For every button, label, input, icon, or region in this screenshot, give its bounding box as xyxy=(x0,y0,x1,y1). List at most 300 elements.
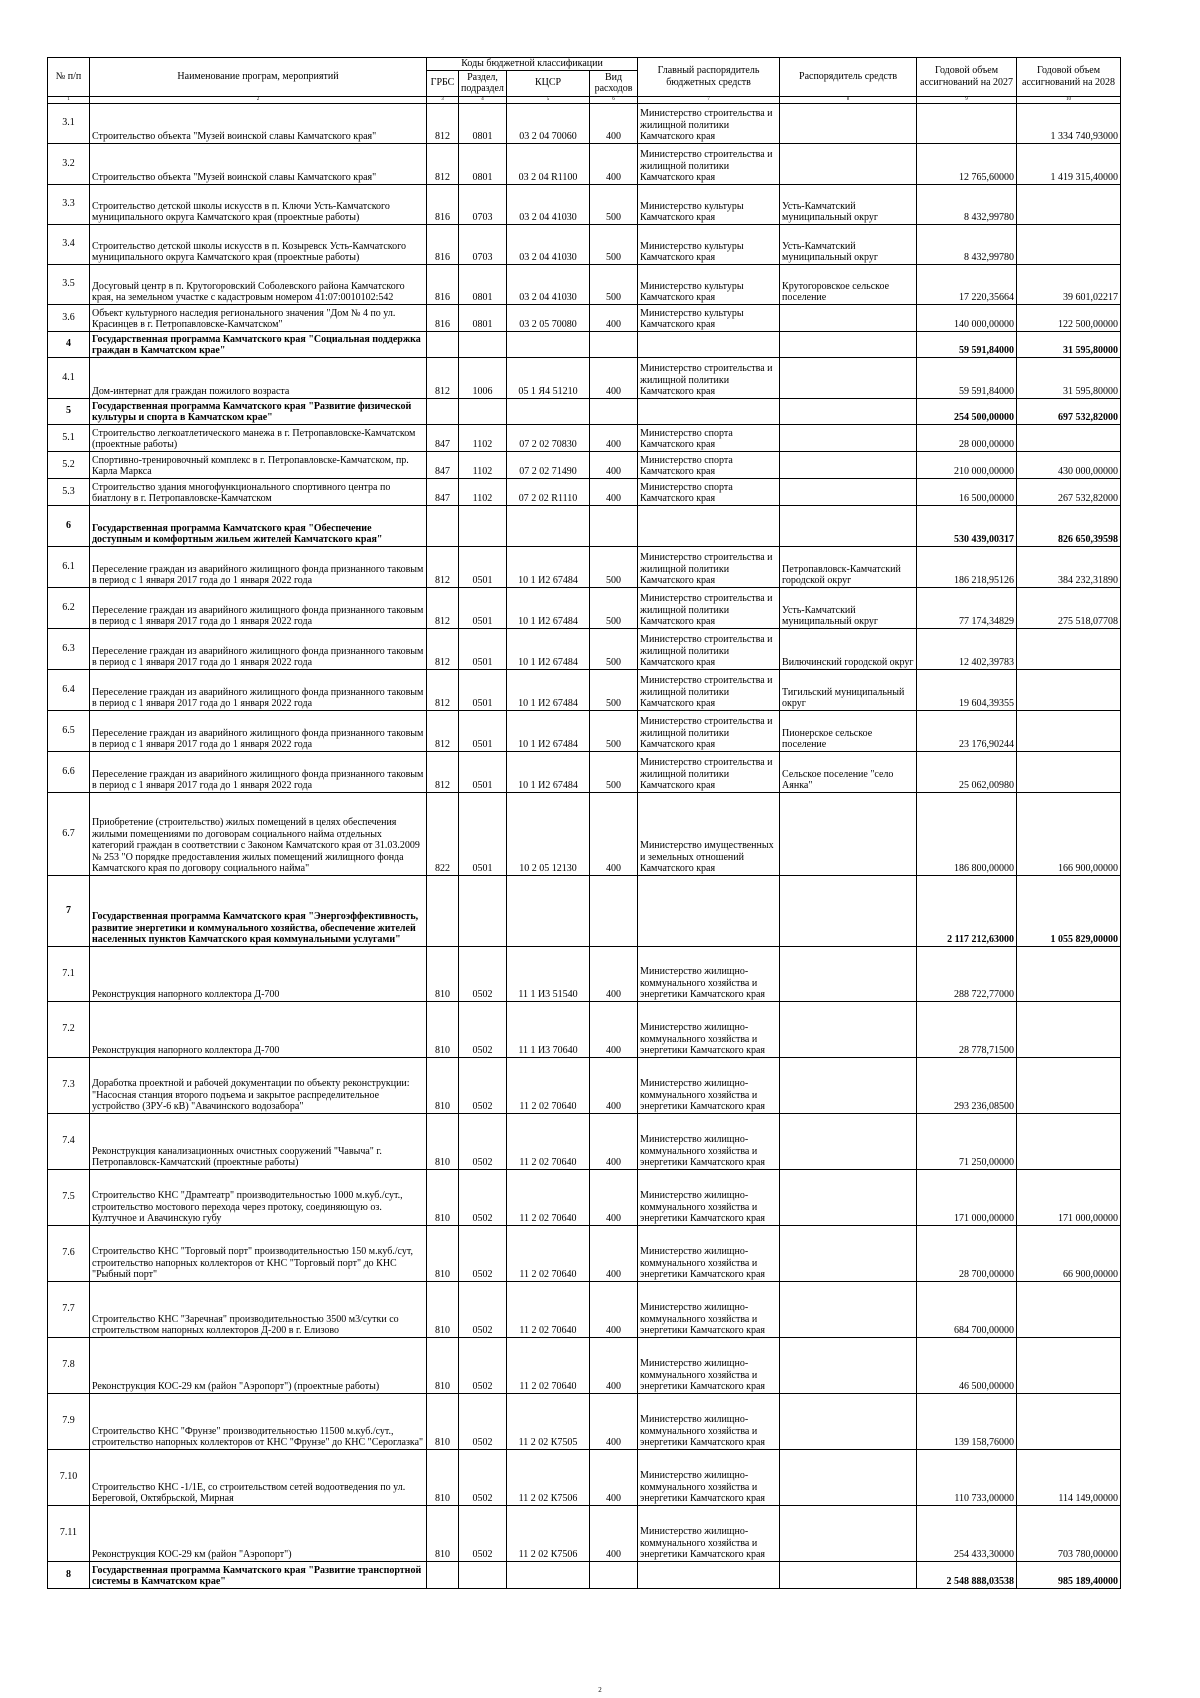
table-row xyxy=(48,451,1121,478)
row-razdel: 1102 xyxy=(459,451,507,478)
row-distributor xyxy=(780,1281,917,1337)
row-main-distributor: Министерство жилищно-коммунального хозяйства и энергетики Камчатского края xyxy=(638,1449,780,1505)
header-vid: Вид расходов xyxy=(590,70,638,96)
row-vid: 500 xyxy=(590,546,638,587)
row-razdel: 0801 xyxy=(459,103,507,143)
column-number: 5 xyxy=(507,96,590,103)
budget-table xyxy=(47,57,1121,1589)
row-kcsr xyxy=(507,1561,590,1588)
row-vid: 400 xyxy=(590,1337,638,1393)
row-distributor xyxy=(780,1561,917,1588)
row-name: Переселение граждан из аварийного жилищного фонда признанного таковым в период с 1 января 2017 года до 1 января 2022 года xyxy=(90,628,427,669)
row-amount-2028: 703 780,00000 xyxy=(1017,1505,1121,1561)
row-kcsr: 10 1 И2 67484 xyxy=(507,669,590,710)
row-razdel: 0502 xyxy=(459,1169,507,1225)
row-main-distributor: Министерство жилищно-коммунального хозяйства и энергетики Камчатского края xyxy=(638,1505,780,1561)
row-amount-2028: 985 189,40000 xyxy=(1017,1561,1121,1588)
row-kcsr: 11 2 02 70640 xyxy=(507,1169,590,1225)
row-distributor xyxy=(780,398,917,424)
row-distributor xyxy=(780,451,917,478)
row-grbs: 847 xyxy=(427,478,459,505)
row-razdel: 1006 xyxy=(459,357,507,398)
row-name: Государственная программа Камчатского края "Социальная поддержка граждан в Камчатском крае" xyxy=(90,331,427,357)
column-number: 9 xyxy=(917,96,1017,103)
row-name: Строительство здания многофункционального спортивного центра по биатлону в г. Петропавловске-Камчатском xyxy=(90,478,427,505)
row-razdel: 0502 xyxy=(459,1393,507,1449)
row-name: Переселение граждан из аварийного жилищного фонда признанного таковым в период с 1 января 2017 года до 1 января 2022 года xyxy=(90,710,427,751)
row-number: 5 xyxy=(48,398,90,424)
row-number: 3.6 xyxy=(48,304,90,331)
row-kcsr: 11 1 И3 70640 xyxy=(507,1001,590,1057)
row-grbs: 810 xyxy=(427,1001,459,1057)
row-razdel: 0502 xyxy=(459,1225,507,1281)
row-razdel xyxy=(459,331,507,357)
row-number: 6.1 xyxy=(48,546,90,587)
row-razdel: 0502 xyxy=(459,1281,507,1337)
row-kcsr xyxy=(507,505,590,546)
row-razdel: 0801 xyxy=(459,143,507,184)
header-codes-group: Коды бюджетной классификации xyxy=(427,58,638,71)
row-distributor: Сельское поселение "село Аянка" xyxy=(780,751,917,792)
row-distributor xyxy=(780,1057,917,1113)
row-amount-2028 xyxy=(1017,1113,1121,1169)
row-vid: 400 xyxy=(590,103,638,143)
row-kcsr: 11 2 02 К7505 xyxy=(507,1393,590,1449)
row-razdel: 0501 xyxy=(459,710,507,751)
row-distributor xyxy=(780,505,917,546)
row-amount-2027: 110 733,00000 xyxy=(917,1449,1017,1505)
row-grbs: 810 xyxy=(427,1225,459,1281)
row-razdel: 0703 xyxy=(459,184,507,224)
header-main-distributor: Главный распорядитель бюджетных средств xyxy=(638,58,780,97)
row-distributor xyxy=(780,331,917,357)
row-vid xyxy=(590,505,638,546)
row-number: 6.7 xyxy=(48,792,90,875)
row-main-distributor: Министерство культуры Камчатского края xyxy=(638,224,780,264)
row-number: 7.9 xyxy=(48,1393,90,1449)
row-number: 3.4 xyxy=(48,224,90,264)
row-kcsr xyxy=(507,875,590,946)
row-razdel: 0502 xyxy=(459,946,507,1001)
row-razdel: 0502 xyxy=(459,1001,507,1057)
row-distributor xyxy=(780,103,917,143)
table-row xyxy=(48,1281,1121,1337)
row-kcsr: 11 2 02 К7506 xyxy=(507,1449,590,1505)
row-name: Строительство легкоатлетического манежа в г. Петропавловске-Камчатском (проектные работы) xyxy=(90,424,427,451)
row-number: 7.2 xyxy=(48,1001,90,1057)
table-body xyxy=(48,103,1121,1588)
row-razdel: 0501 xyxy=(459,792,507,875)
row-kcsr: 10 2 05 12130 xyxy=(507,792,590,875)
row-grbs: 812 xyxy=(427,143,459,184)
row-kcsr: 10 1 И2 67484 xyxy=(507,587,590,628)
row-distributor: Крутогоровское сельское поселение xyxy=(780,264,917,304)
table-row xyxy=(48,1505,1121,1561)
row-distributor xyxy=(780,875,917,946)
column-number: 1 xyxy=(48,96,90,103)
row-main-distributor: Министерство строительства и жилищной политики Камчатского края xyxy=(638,103,780,143)
row-grbs: 810 xyxy=(427,1337,459,1393)
row-vid xyxy=(590,331,638,357)
row-name: Строительство КНС "Фрунзе" производительностью 11500 м.куб./сут., строительство напорных коллекторов от КНС "Фрунзе" до КНС "Сероглазка" xyxy=(90,1393,427,1449)
row-number: 6 xyxy=(48,505,90,546)
row-name: Строительство объекта "Музей воинской славы Камчатского края" xyxy=(90,103,427,143)
row-grbs: 810 xyxy=(427,1393,459,1449)
row-vid: 400 xyxy=(590,304,638,331)
row-razdel: 0502 xyxy=(459,1337,507,1393)
row-grbs: 816 xyxy=(427,264,459,304)
row-razdel xyxy=(459,398,507,424)
row-razdel xyxy=(459,505,507,546)
row-amount-2028: 114 149,00000 xyxy=(1017,1449,1121,1505)
row-vid: 500 xyxy=(590,710,638,751)
row-amount-2028 xyxy=(1017,669,1121,710)
column-number: 6 xyxy=(590,96,638,103)
row-main-distributor: Министерство культуры Камчатского края xyxy=(638,264,780,304)
row-main-distributor: Министерство строительства и жилищной политики Камчатского края xyxy=(638,710,780,751)
row-amount-2027: 28 000,00000 xyxy=(917,424,1017,451)
row-name: Приобретение (строительство) жилых помещений в целях обеспечения жилыми помещениями по договорам социального найма отдельных категорий граждан в соответствии с Законом Камчатского края от 31.03.2009 № 253 "О порядке предоставления жилых помещений жилищного фонда Камчатского края по договору социального найма" xyxy=(90,792,427,875)
column-number: 2 xyxy=(90,96,427,103)
row-name: Объект культурного наследия регионального значения "Дом № 4 по ул. Красинцев в г. Петропавловске-Камчатском" xyxy=(90,304,427,331)
row-vid: 500 xyxy=(590,224,638,264)
row-amount-2027: 59 591,84000 xyxy=(917,331,1017,357)
row-grbs xyxy=(427,875,459,946)
row-kcsr: 10 1 И2 67484 xyxy=(507,628,590,669)
row-number: 7.6 xyxy=(48,1225,90,1281)
row-distributor: Тигильский муниципальный округ xyxy=(780,669,917,710)
row-main-distributor: Министерство строительства и жилищной политики Камчатского края xyxy=(638,143,780,184)
row-razdel: 0703 xyxy=(459,224,507,264)
row-distributor: Усть-Камчатский муниципальный округ xyxy=(780,587,917,628)
row-grbs xyxy=(427,331,459,357)
row-amount-2028: 697 532,82000 xyxy=(1017,398,1121,424)
row-grbs: 810 xyxy=(427,1505,459,1561)
row-main-distributor: Министерство строительства и жилищной политики Камчатского края xyxy=(638,751,780,792)
row-amount-2028: 267 532,82000 xyxy=(1017,478,1121,505)
row-kcsr: 11 2 02 70640 xyxy=(507,1057,590,1113)
row-grbs: 812 xyxy=(427,587,459,628)
row-number: 6.6 xyxy=(48,751,90,792)
row-amount-2028 xyxy=(1017,710,1121,751)
table-row xyxy=(48,143,1121,184)
column-number: 7 xyxy=(638,96,780,103)
row-vid: 500 xyxy=(590,587,638,628)
row-distributor xyxy=(780,357,917,398)
table-row xyxy=(48,304,1121,331)
table-row xyxy=(48,751,1121,792)
row-number: 7.3 xyxy=(48,1057,90,1113)
row-vid: 400 xyxy=(590,143,638,184)
row-number: 4 xyxy=(48,331,90,357)
row-razdel: 0801 xyxy=(459,264,507,304)
row-main-distributor: Министерство жилищно-коммунального хозяйства и энергетики Камчатского края xyxy=(638,1281,780,1337)
row-name: Государственная программа Камчатского края "Энергоэффективность, развитие энергетики и коммунального хозяйства, обеспечение жителей населенных пунктов Камчатского края коммунальными услугами" xyxy=(90,875,427,946)
row-name: Государственная программа Камчатского края "Развитие физической культуры и спорта в Камчатском крае" xyxy=(90,398,427,424)
row-amount-2027: 71 250,00000 xyxy=(917,1113,1017,1169)
row-name: Строительство объекта "Музей воинской славы Камчатского края" xyxy=(90,143,427,184)
row-amount-2027: 530 439,00317 xyxy=(917,505,1017,546)
row-vid: 400 xyxy=(590,478,638,505)
row-amount-2028: 1 419 315,40000 xyxy=(1017,143,1121,184)
table-row xyxy=(48,1561,1121,1588)
row-vid: 500 xyxy=(590,628,638,669)
table-row xyxy=(48,357,1121,398)
row-grbs: 812 xyxy=(427,751,459,792)
row-razdel: 0501 xyxy=(459,587,507,628)
row-amount-2027: 2 117 212,63000 xyxy=(917,875,1017,946)
row-vid: 400 xyxy=(590,1001,638,1057)
row-vid: 400 xyxy=(590,1449,638,1505)
row-amount-2027: 254 433,30000 xyxy=(917,1505,1017,1561)
row-amount-2027: 8 432,99780 xyxy=(917,224,1017,264)
row-amount-2027: 25 062,00980 xyxy=(917,751,1017,792)
row-kcsr: 11 1 И3 51540 xyxy=(507,946,590,1001)
column-numbers-row xyxy=(48,96,1121,103)
row-name: Реконструкция напорного коллектора Д-700 xyxy=(90,1001,427,1057)
table-row xyxy=(48,1113,1121,1169)
row-kcsr: 03 2 04 R1100 xyxy=(507,143,590,184)
row-kcsr: 03 2 04 41030 xyxy=(507,264,590,304)
table-row xyxy=(48,946,1121,1001)
row-amount-2027: 8 432,99780 xyxy=(917,184,1017,224)
row-vid: 400 xyxy=(590,424,638,451)
row-name: Спортивно-тренировочный комплекс в г. Петропавловске-Камчатском, пр. Карла Маркса xyxy=(90,451,427,478)
row-amount-2028: 1 334 740,93000 xyxy=(1017,103,1121,143)
row-razdel: 0502 xyxy=(459,1449,507,1505)
row-main-distributor: Министерство спорта Камчатского края xyxy=(638,451,780,478)
row-amount-2028 xyxy=(1017,1393,1121,1449)
row-distributor xyxy=(780,1505,917,1561)
table-row xyxy=(48,792,1121,875)
row-amount-2027: 684 700,00000 xyxy=(917,1281,1017,1337)
row-kcsr: 03 2 04 41030 xyxy=(507,184,590,224)
row-distributor: Усть-Камчатский муниципальный округ xyxy=(780,184,917,224)
row-main-distributor: Министерство спорта Камчатского края xyxy=(638,478,780,505)
row-main-distributor: Министерство строительства и жилищной политики Камчатского края xyxy=(638,628,780,669)
row-main-distributor: Министерство имущественных и земельных отношений Камчатского края xyxy=(638,792,780,875)
row-number: 5.3 xyxy=(48,478,90,505)
row-kcsr: 11 2 02 70640 xyxy=(507,1337,590,1393)
header-distributor: Распорядитель средств xyxy=(780,58,917,97)
row-number: 5.2 xyxy=(48,451,90,478)
table-row xyxy=(48,710,1121,751)
row-distributor: Усть-Камчатский муниципальный округ xyxy=(780,224,917,264)
row-amount-2027: 139 158,76000 xyxy=(917,1393,1017,1449)
row-amount-2027: 77 174,34829 xyxy=(917,587,1017,628)
row-grbs: 847 xyxy=(427,451,459,478)
row-name: Строительство детской школы искусств в п. Козыревск Усть-Камчатского муниципального округа Камчатского края (проектные работы) xyxy=(90,224,427,264)
row-amount-2027: 140 000,00000 xyxy=(917,304,1017,331)
row-grbs: 847 xyxy=(427,424,459,451)
row-main-distributor: Министерство культуры Камчатского края xyxy=(638,304,780,331)
row-vid: 400 xyxy=(590,1225,638,1281)
row-amount-2027: 288 722,77000 xyxy=(917,946,1017,1001)
row-grbs: 816 xyxy=(427,224,459,264)
row-number: 7.10 xyxy=(48,1449,90,1505)
row-number: 7.11 xyxy=(48,1505,90,1561)
row-kcsr: 11 2 02 70640 xyxy=(507,1281,590,1337)
row-amount-2028: 384 232,31890 xyxy=(1017,546,1121,587)
row-distributor: Петропавловск-Камчатский городской округ xyxy=(780,546,917,587)
row-name: Дом-интернат для граждан пожилого возраста xyxy=(90,357,427,398)
row-amount-2028: 430 000,00000 xyxy=(1017,451,1121,478)
header-2028: Годовой объем ассигнований на 2028 xyxy=(1017,58,1121,97)
row-vid: 400 xyxy=(590,451,638,478)
row-number: 3.1 xyxy=(48,103,90,143)
row-amount-2028: 39 601,02217 xyxy=(1017,264,1121,304)
row-number: 3.3 xyxy=(48,184,90,224)
column-number: 3 xyxy=(427,96,459,103)
row-number: 7 xyxy=(48,875,90,946)
table-row xyxy=(48,1057,1121,1113)
row-razdel xyxy=(459,1561,507,1588)
row-name: Государственная программа Камчатского края "Развитие транспортной системы в Камчатском крае" xyxy=(90,1561,427,1588)
row-main-distributor xyxy=(638,505,780,546)
row-number: 4.1 xyxy=(48,357,90,398)
row-razdel: 0801 xyxy=(459,304,507,331)
row-vid xyxy=(590,875,638,946)
table-row xyxy=(48,1169,1121,1225)
row-grbs: 812 xyxy=(427,357,459,398)
row-main-distributor xyxy=(638,398,780,424)
row-amount-2027: 171 000,00000 xyxy=(917,1169,1017,1225)
row-amount-2027: 254 500,00000 xyxy=(917,398,1017,424)
row-razdel: 0501 xyxy=(459,628,507,669)
row-vid: 400 xyxy=(590,792,638,875)
row-grbs: 816 xyxy=(427,304,459,331)
row-kcsr: 10 1 И2 67484 xyxy=(507,546,590,587)
row-razdel: 0502 xyxy=(459,1113,507,1169)
row-main-distributor: Министерство спорта Камчатского края xyxy=(638,424,780,451)
table-row xyxy=(48,184,1121,224)
row-kcsr: 03 2 05 70080 xyxy=(507,304,590,331)
row-grbs: 810 xyxy=(427,1169,459,1225)
header-num: № п/п xyxy=(48,58,90,97)
row-amount-2028 xyxy=(1017,1057,1121,1113)
row-vid: 400 xyxy=(590,1505,638,1561)
table-row xyxy=(48,1393,1121,1449)
table-row xyxy=(48,398,1121,424)
row-vid xyxy=(590,398,638,424)
row-razdel: 1102 xyxy=(459,424,507,451)
row-amount-2027: 16 500,00000 xyxy=(917,478,1017,505)
row-amount-2027: 28 700,00000 xyxy=(917,1225,1017,1281)
row-name: Переселение граждан из аварийного жилищного фонда признанного таковым в период с 1 января 2017 года до 1 января 2022 года xyxy=(90,587,427,628)
row-name: Переселение граждан из аварийного жилищного фонда признанного таковым в период с 1 января 2017 года до 1 января 2022 года xyxy=(90,546,427,587)
row-number: 5.1 xyxy=(48,424,90,451)
row-amount-2028 xyxy=(1017,184,1121,224)
header-name: Наименование програм, мероприятий xyxy=(90,58,427,97)
row-main-distributor: Министерство жилищно-коммунального хозяйства и энергетики Камчатского края xyxy=(638,1337,780,1393)
row-grbs: 812 xyxy=(427,669,459,710)
row-kcsr: 11 2 02 К7506 xyxy=(507,1505,590,1561)
row-number: 7.4 xyxy=(48,1113,90,1169)
row-number: 6.2 xyxy=(48,587,90,628)
row-number: 6.4 xyxy=(48,669,90,710)
row-main-distributor xyxy=(638,331,780,357)
column-number: 4 xyxy=(459,96,507,103)
row-kcsr: 03 2 04 70060 xyxy=(507,103,590,143)
row-number: 6.3 xyxy=(48,628,90,669)
table-row xyxy=(48,546,1121,587)
row-grbs xyxy=(427,398,459,424)
row-kcsr: 07 2 02 R1110 xyxy=(507,478,590,505)
row-amount-2027: 2 548 888,03538 xyxy=(917,1561,1017,1588)
row-main-distributor: Министерство строительства и жилищной политики Камчатского края xyxy=(638,669,780,710)
row-amount-2028: 31 595,80000 xyxy=(1017,331,1121,357)
budget-document xyxy=(47,57,1120,1589)
row-distributor xyxy=(780,1449,917,1505)
header-grbs: ГРБС xyxy=(427,70,459,96)
row-grbs: 810 xyxy=(427,1449,459,1505)
row-amount-2027 xyxy=(917,103,1017,143)
table-row xyxy=(48,1001,1121,1057)
row-amount-2027: 186 800,00000 xyxy=(917,792,1017,875)
table-row xyxy=(48,1449,1121,1505)
row-amount-2027: 17 220,35664 xyxy=(917,264,1017,304)
row-main-distributor: Министерство жилищно-коммунального хозяйства и энергетики Камчатского края xyxy=(638,1225,780,1281)
row-name: Реконструкция КОС-29 км (район "Аэропорт") (проектные работы) xyxy=(90,1337,427,1393)
row-number: 8 xyxy=(48,1561,90,1588)
row-razdel: 0501 xyxy=(459,751,507,792)
row-distributor xyxy=(780,1113,917,1169)
row-razdel xyxy=(459,875,507,946)
row-amount-2028 xyxy=(1017,946,1121,1001)
row-vid: 400 xyxy=(590,357,638,398)
row-grbs: 810 xyxy=(427,1113,459,1169)
row-number: 3.2 xyxy=(48,143,90,184)
row-amount-2028: 66 900,00000 xyxy=(1017,1225,1121,1281)
row-amount-2028: 122 500,00000 xyxy=(1017,304,1121,331)
header-razdel: Раздел, подраздел xyxy=(459,70,507,96)
row-distributor xyxy=(780,143,917,184)
row-grbs xyxy=(427,1561,459,1588)
row-distributor: Пионерское сельское поселение xyxy=(780,710,917,751)
row-number: 6.5 xyxy=(48,710,90,751)
row-name: Реконструкция напорного коллектора Д-700 xyxy=(90,946,427,1001)
header-kcsr: КЦСР xyxy=(507,70,590,96)
row-main-distributor: Министерство жилищно-коммунального хозяйства и энергетики Камчатского края xyxy=(638,946,780,1001)
row-amount-2028 xyxy=(1017,1337,1121,1393)
row-number: 7.8 xyxy=(48,1337,90,1393)
row-name: Государственная программа Камчатского края "Обеспечение доступным и комфортным жильем жителей Камчатского края" xyxy=(90,505,427,546)
row-vid: 500 xyxy=(590,751,638,792)
row-main-distributor: Министерство жилищно-коммунального хозяйства и энергетики Камчатского края xyxy=(638,1113,780,1169)
row-amount-2028 xyxy=(1017,751,1121,792)
page-number: 2 xyxy=(598,1686,602,1694)
row-distributor xyxy=(780,792,917,875)
row-name: Досуговый центр в п. Крутогоровский Соболевского района Камчатского края, на земельном участке с кадастровым номером 41:07:0010102:542 xyxy=(90,264,427,304)
row-vid: 400 xyxy=(590,1281,638,1337)
row-amount-2027: 12 402,39783 xyxy=(917,628,1017,669)
table-row xyxy=(48,424,1121,451)
table-row xyxy=(48,224,1121,264)
row-kcsr: 11 2 02 70640 xyxy=(507,1225,590,1281)
row-vid: 400 xyxy=(590,1393,638,1449)
table-row xyxy=(48,1225,1121,1281)
row-kcsr: 03 2 04 41030 xyxy=(507,224,590,264)
row-vid: 400 xyxy=(590,1057,638,1113)
row-grbs xyxy=(427,505,459,546)
row-kcsr: 10 1 И2 67484 xyxy=(507,751,590,792)
row-amount-2027: 293 236,08500 xyxy=(917,1057,1017,1113)
row-razdel: 0501 xyxy=(459,546,507,587)
row-name: Строительство КНС "Заречная" производительностью 3500 м3/сутки со строительством напорных коллекторов Д-200 в г. Елизово xyxy=(90,1281,427,1337)
row-kcsr: 11 2 02 70640 xyxy=(507,1113,590,1169)
row-grbs: 812 xyxy=(427,710,459,751)
column-number: 10 xyxy=(1017,96,1121,103)
